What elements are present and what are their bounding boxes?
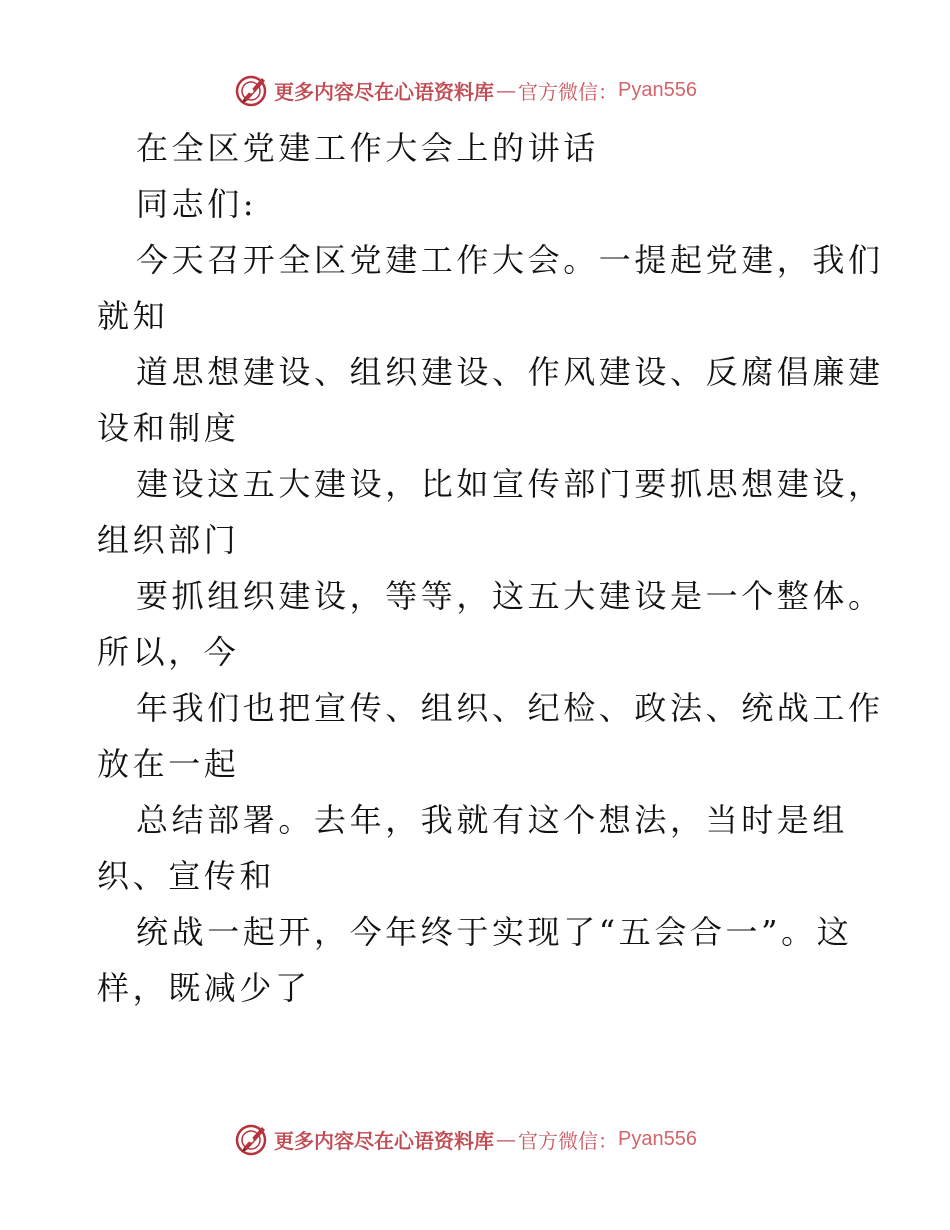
header-banner (234, 70, 697, 110)
text-line: 放在一起 (97, 745, 240, 783)
text-line: 总结部署。去年，我就有这个想法，当时是组 (136, 801, 849, 839)
text-line: 所以，今 (97, 633, 240, 671)
text-line: 就知 (97, 297, 169, 335)
pen-logo-icon (234, 72, 270, 108)
pen-logo-icon (234, 1121, 270, 1157)
banner-wechat-label: 官方微信： (518, 79, 618, 104)
text-line: 今天召开全区党建工作大会。一提起党建，我们 (136, 241, 884, 279)
text-line: 建设这五大建设，比如宣传部门要抓思想建设， (136, 465, 884, 503)
banner-wechat-label: 官方微信： (518, 1128, 618, 1153)
document-body (97, 120, 884, 1016)
text-line: 年我们也把宣传、组织、纪检、政法、统战工作 (136, 689, 884, 727)
text-line: 设和制度 (97, 409, 240, 447)
banner-dash: — (496, 1127, 516, 1151)
text-line: 统战一起开，今年终于实现了“五会合一”。这 (136, 913, 853, 951)
salutation: 同志们: (136, 185, 258, 223)
banner-dash: — (496, 78, 516, 102)
footer-banner (234, 1119, 697, 1159)
banner-wechat-id: Pyan556 (618, 1127, 697, 1150)
text-line: 道思想建设、组织建设、作风建设、反腐倡廉建 (136, 353, 884, 391)
text-line: 织、宣传和 (97, 857, 276, 895)
document-title: 在全区党建工作大会上的讲话 (136, 129, 599, 167)
text-line: 样，既减少了 (97, 969, 311, 1007)
text-line: 要抓组织建设，等等，这五大建设是一个整体。 (136, 577, 884, 615)
banner-wechat-id: Pyan556 (618, 78, 697, 101)
banner-site-name: 更多内容尽在心语资料库 (274, 79, 494, 104)
text-line: 组织部门 (97, 521, 240, 559)
banner-site-name: 更多内容尽在心语资料库 (274, 1128, 494, 1153)
